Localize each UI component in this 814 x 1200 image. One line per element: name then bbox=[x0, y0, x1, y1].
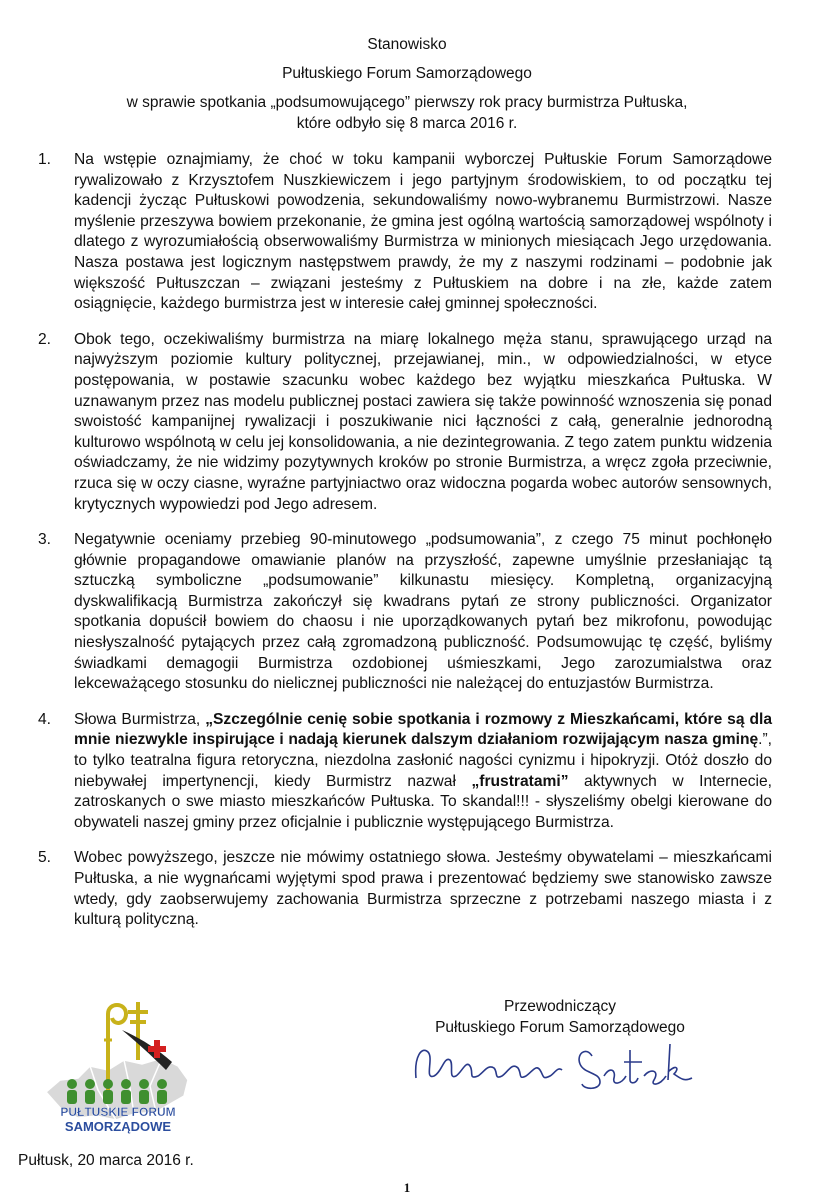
cross-icon bbox=[128, 1002, 148, 1060]
item-text: Obok tego, oczekiwaliśmy burmistrza na miarę lokalnego męża stanu, sprawującego urząd na najwyższym poziomie kultury politycznej, przejawianej, min., w odpowiedzialności, w etyce postępowania, w postawie szacunku wobec każdego bez wyjątku mieszkańca Pułtuska. W uznawanym przez nas modelu publicznej postaci zawiera się także powinność wznoszenia się ponad swoistość kampanijnej rywalizacji i poszukiwanie nici łączności z całą, generalnie jednorodną kulturowo wspólnotą w celu jej konsolidowania, a nie dezintegrowania. Z tego zatem punktu widzenia oświadczamy, że nie widzimy pozytywnych kroków po stronie Burmistrza, a wręcz zgoła przeciwnie, rzuca się w oczy ciasne, wyraźne partyjniactwo oraz widoczna pogarda wobec autorów sensownych, krytycznych wypowiedzi pod Jego adresem. bbox=[74, 330, 772, 513]
item-number: 1. bbox=[38, 151, 52, 168]
doc-org: Pułtuskiego Forum Samorządowego bbox=[282, 65, 532, 82]
item-number: 2. bbox=[38, 330, 52, 348]
item-text-post: aktywnych w Internecie, zatroskanych o swe miasto mieszkańców Pułtuska. To skandal!!! - słyszeliśmy obelgi kierowane do obywateli naszej gminy przez oficjalnie i publicznie występującego Burmistrza. bbox=[74, 772, 772, 831]
item-text bbox=[74, 710, 772, 834]
signature-block bbox=[420, 996, 700, 1038]
list-item bbox=[38, 710, 772, 834]
numbered-list bbox=[38, 150, 772, 946]
quote-bold: „Szczególnie cenię sobie spotkania i rozmowy z Mieszkańcami, które są dla mnie niezwykle inspirujące i nadają kierunek dalszym działaniom rozwijającym nasza gminę bbox=[74, 710, 772, 749]
item-number: 4. bbox=[38, 710, 52, 728]
item-text-mid: .”, to tylko teatralna figura retoryczna, niezdolna zasłonić nagości cynizmu i hipokryzji. Otóż doszło do niebywałej impertynencji, kiedy Burmistrz nazwał bbox=[74, 731, 772, 790]
page-number: 1 bbox=[403, 1180, 411, 1195]
item-text: Negatywnie oceniamy przebieg 90-minutowego „podsumowania”, z czego 75 minut pochłonęło głównie propagandowe omawianie planów na przyszłość, zapewne umyślnie przesłaniając tą sztuczką symboliczne „podsumowanie” kilkunastu miesięcy. Kompletną, organizacyjną dyskwalifikacją Burmistrza zakończył się kwadrans pytań ze strony publiczności. Organizator spotkania dopuścił bowiem do chaosu i nie uporządkowanych pytań bez mikrofonu, powodując niesłyszalność pytających przez całą zgromadzoną publiczność. Podsumowując tę część, byliśmy świadkami demagogii Burmistrza ozdobionej uśmieszkami, Jego zarozumialstwa oraz lekceważącego stosunku do nielicznej publiczności nie należącej do entuzjastów Burmistrza. bbox=[74, 531, 772, 693]
item-number: 3. bbox=[38, 531, 52, 549]
item-text-pre: Słowa Burmistrza, bbox=[74, 710, 206, 728]
frustrated-bold: „frustratami” bbox=[471, 772, 569, 790]
doc-subject-date: które odbyło się 8 marca 2016 r. bbox=[296, 115, 518, 132]
list-item bbox=[38, 330, 772, 515]
forum-logo bbox=[38, 1000, 218, 1150]
list-item bbox=[38, 150, 772, 315]
document-header bbox=[0, 34, 814, 134]
list-item bbox=[38, 530, 772, 695]
list-item bbox=[38, 848, 772, 930]
signature-org: Pułtuskiego Forum Samorządowego bbox=[435, 1019, 685, 1036]
logo-text-1: PUŁTUSKIE FORUM bbox=[60, 1105, 176, 1119]
item-number: 5. bbox=[38, 849, 52, 867]
logo-text-2: SAMORZĄDOWE bbox=[64, 1119, 172, 1134]
doc-title: Stanowisko bbox=[367, 36, 447, 53]
signature-role: Przewodniczący bbox=[504, 998, 616, 1015]
item-text: Wobec powyższego, jeszcze nie mówimy ostatniego słowa. Jesteśmy obywatelami – mieszkańcami Pułtuska, a nie wygnańcami wyjętymi spod prawa i prezentować będziemy swe stanowisko zawsze wtedy, gdy zaobserwujemy zachowania Burmistrza sprzeczne z potrzebami naszego miasta i z kulturą polityczną. bbox=[74, 849, 772, 929]
handwritten-signature bbox=[404, 1036, 714, 1096]
doc-subject: w sprawie spotkania „podsumowującego” pierwszy rok pracy burmistrza Pułtuska, bbox=[126, 94, 688, 111]
item-text: Na wstępie oznajmiamy, że choć w toku kampanii wyborczej Pułtuskie Forum Samorządowe rywalizowało z Krzysztofem Nuszkiewiczem i jego partyjnym środowiskiem, to od początku tej kadencji życząc Pułtuskowi powodzenia, sekundowaliśmy nowo-wybranemu Burmistrzowi. Nasze myślenie przeszywa bowiem przekonanie, że gmina jest ogólną wartością samorządowej wspólnoty i dlatego z wyrozumiałością obserwowaliśmy Burmistrza w minionych miesiącach Jego urzędowania. Nasza postawa jest logicznym następstwem prawdy, że my z naszymi rodzinami – podobnie jak większość Pułtuszczan – związani jesteśmy z Pułtuskiem na dobre i na złe, każde zatem osiągnięcie, każdego burmistrza jest w interesie całej gminnej społeczności. bbox=[74, 151, 772, 313]
place-date: Pułtusk, 20 marca 2016 r. bbox=[18, 1152, 194, 1169]
